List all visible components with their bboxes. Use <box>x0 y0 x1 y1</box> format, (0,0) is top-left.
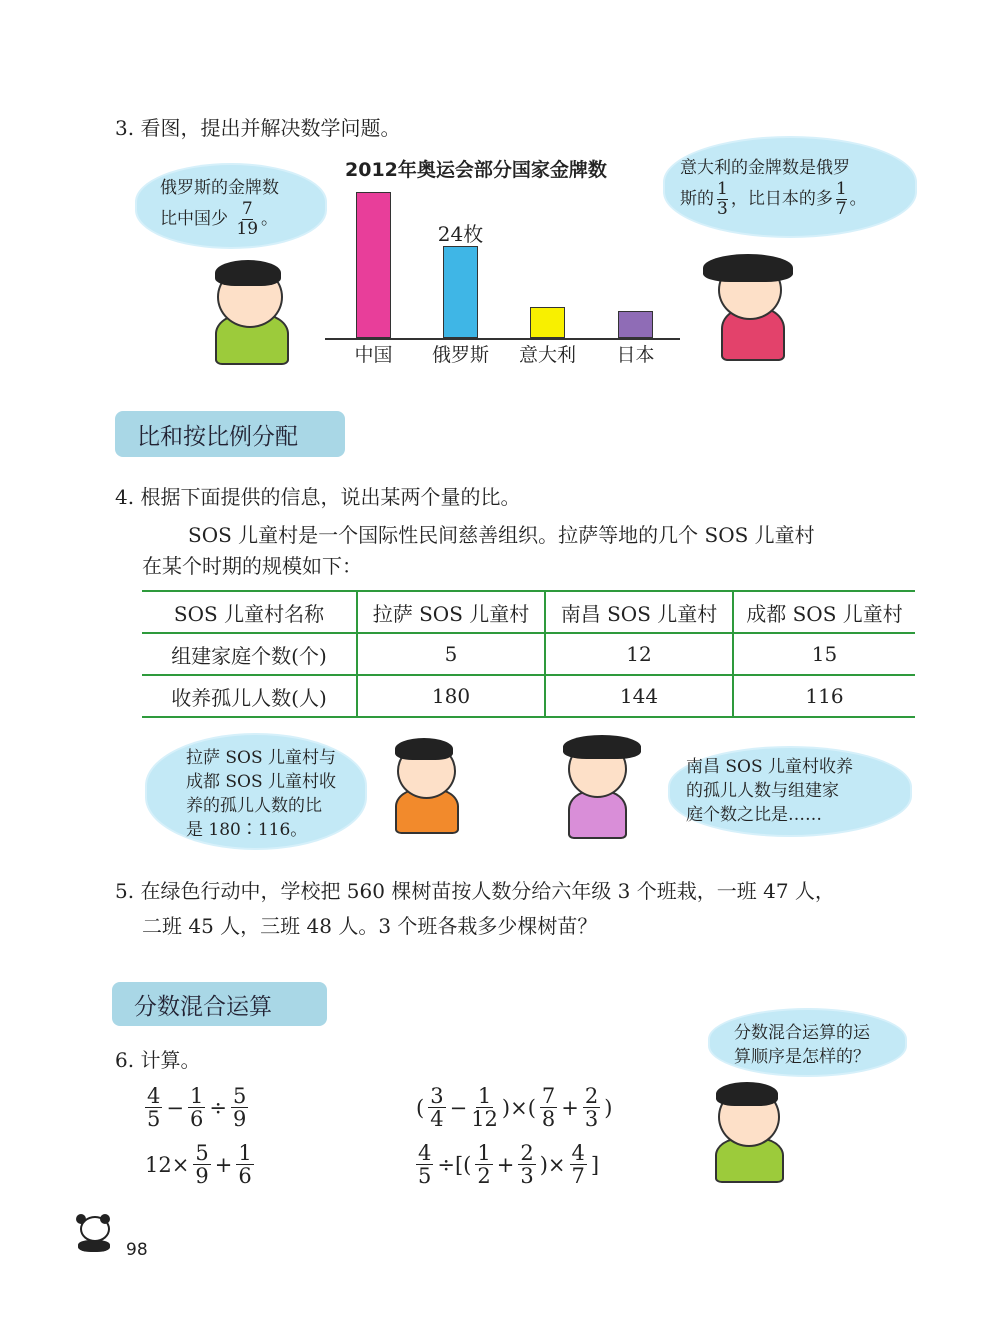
speech-bubble-boy-text: 俄罗斯的金牌数 比中国少 $\frac{7}{19}$ 。 <box>160 178 279 239</box>
question-5-line1: 5. 在绿色行动中，学校把 560 棵树苗按人数分给六年级 3 个班栽，一班 47 人， <box>115 879 835 903</box>
fraction <box>570 1142 587 1187</box>
x-tick-label: 中国 <box>354 344 393 366</box>
denominator: 5 <box>418 1164 432 1188</box>
x-tick-label: 俄罗斯 <box>431 344 489 366</box>
speech-bubble-boy-2-text: 拉萨 SOS 儿童村与 成都 SOS 儿童村收 养的孤儿人数的比 是 180∶116。 <box>186 748 337 840</box>
operator: )× <box>539 1152 566 1177</box>
table-header-cell: 拉萨 SOS 儿童村 <box>357 591 545 633</box>
question-4-paragraph-line1: SOS 儿童村是一个国际性民间慈善组织。拉萨等地的几个 SOS 儿童村 <box>188 523 815 547</box>
sos-village-table <box>142 590 915 718</box>
denominator: 8 <box>541 1107 556 1131</box>
denominator: 9 <box>195 1164 209 1188</box>
fraction <box>518 1142 535 1187</box>
bubble-line: 俄罗斯的金牌数 <box>160 178 279 198</box>
table-cell: 116 <box>733 675 915 717</box>
chart-title: 2012年奥运会部分国家金牌数 <box>345 159 607 181</box>
section-header-ratio: 比和按比例分配 <box>115 411 345 457</box>
fraction <box>145 1085 162 1130</box>
numerator: 4 <box>418 1141 432 1165</box>
x-tick-label: 日本 <box>616 344 655 366</box>
data-label: 24枚 <box>437 222 484 247</box>
table-header-cell: 成都 SOS 儿童村 <box>733 591 915 633</box>
fraction: $\frac{1}{3}$ <box>717 179 728 219</box>
table-header-cell: SOS 儿童村名称 <box>142 591 357 633</box>
table-cell: 180 <box>357 675 545 717</box>
denominator: 6 <box>238 1164 252 1188</box>
numerator: 3 <box>430 1084 444 1108</box>
numerator: 5 <box>195 1141 209 1165</box>
boy-illustration <box>195 258 315 363</box>
table-row <box>142 675 915 717</box>
operator: + <box>496 1152 515 1177</box>
denominator: 6 <box>189 1107 204 1131</box>
numerator: 1 <box>189 1084 204 1108</box>
denominator: 4 <box>430 1107 444 1131</box>
panda-icon <box>72 1212 114 1254</box>
bar-2 <box>530 307 565 338</box>
calc-expression-4 <box>414 1142 601 1187</box>
fraction <box>428 1085 445 1130</box>
question-3-prompt: 3. 看图，提出并解决数学问题。 <box>115 116 401 140</box>
numerator: 1 <box>477 1084 492 1108</box>
operator: ÷[( <box>437 1152 472 1177</box>
girl-illustration <box>538 735 648 835</box>
fraction <box>193 1142 210 1187</box>
bar-0 <box>356 192 391 338</box>
fraction <box>475 1142 492 1187</box>
fraction: $\frac{7}{19}$ <box>236 199 259 239</box>
table-header-row <box>142 591 915 633</box>
bubble-line: 比中国少 <box>160 209 228 229</box>
fraction <box>583 1085 600 1130</box>
x-tick-label: 意大利 <box>518 344 576 366</box>
table-header-cell: 南昌 SOS 儿童村 <box>545 591 733 633</box>
section-header-fraction-operations: 分数混合运算 <box>112 982 327 1026</box>
table-cell: 5 <box>357 633 545 675</box>
fraction <box>188 1085 205 1130</box>
operator: + <box>214 1152 233 1177</box>
operator: − <box>166 1095 184 1120</box>
operator: ( <box>416 1095 425 1120</box>
boy-illustration <box>690 1082 805 1182</box>
numerator: 1 <box>477 1141 491 1165</box>
operator: )×( <box>501 1095 536 1120</box>
table-row <box>142 633 915 675</box>
denominator: 5 <box>147 1107 161 1131</box>
numerator: 4 <box>147 1084 161 1108</box>
girl-illustration <box>693 252 803 360</box>
operator: + <box>561 1095 579 1120</box>
denominator: 12 <box>471 1107 498 1131</box>
numerator: 5 <box>232 1084 247 1108</box>
operator: ) <box>604 1095 613 1120</box>
table-cell: 组建家庭个数(个) <box>142 633 357 675</box>
denominator: 7 <box>571 1164 585 1188</box>
operator: ] <box>590 1152 600 1177</box>
page-number: 98 <box>126 1240 148 1260</box>
fraction <box>540 1085 557 1130</box>
numerator: 4 <box>571 1141 585 1165</box>
speech-bubble-girl-2-text: 南昌 SOS 儿童村收养 的孤儿人数与组建家 庭个数之比是…… <box>686 757 854 825</box>
operator: 12× <box>145 1152 190 1177</box>
bar-1 <box>443 246 478 338</box>
operator: − <box>449 1095 468 1120</box>
numerator: 2 <box>584 1084 599 1108</box>
calc-expression-2 <box>143 1142 256 1187</box>
fraction <box>471 1085 498 1130</box>
numerator: 1 <box>238 1141 252 1165</box>
speech-bubble-boy-3-text: 分数混合运算的运 算顺序是怎样的？ <box>734 1023 870 1067</box>
denominator: 3 <box>520 1164 534 1188</box>
question-5-line2: 二班 45 人，三班 48 人。3 个班各栽多少棵树苗？ <box>142 914 598 938</box>
question-4-paragraph-line2: 在某个时期的规模如下： <box>142 554 362 578</box>
bubble-line: 意大利的金牌数是俄罗 <box>680 158 850 178</box>
question-4-prompt: 4. 根据下面提供的信息，说出某两个量的比。 <box>115 485 521 509</box>
question-6-prompt: 6. 计算。 <box>115 1048 201 1072</box>
fraction <box>236 1142 253 1187</box>
table-cell: 15 <box>733 633 915 675</box>
boy-illustration <box>385 738 470 833</box>
table-cell: 12 <box>545 633 733 675</box>
calc-expression-1 <box>143 1085 250 1130</box>
calc-expression-3 <box>414 1085 614 1130</box>
fraction <box>231 1085 248 1130</box>
denominator: 3 <box>584 1107 599 1131</box>
bar-chart <box>325 180 680 370</box>
fraction <box>416 1142 433 1187</box>
table-cell: 收养孤儿人数(人) <box>142 675 357 717</box>
fraction: $\frac{1}{7}$ <box>835 179 847 219</box>
numerator: 2 <box>520 1141 534 1165</box>
bar-3 <box>618 311 653 338</box>
denominator: 2 <box>477 1164 491 1188</box>
numerator: 7 <box>541 1084 556 1108</box>
speech-bubble-girl-text: 意大利的金牌数是俄罗 斯的 $\frac{1}{3}$ ，比日本的多 $\frac{1}{7}$ 。 <box>680 158 867 219</box>
operator: ÷ <box>209 1095 227 1120</box>
denominator: 9 <box>232 1107 247 1131</box>
table-cell: 144 <box>545 675 733 717</box>
